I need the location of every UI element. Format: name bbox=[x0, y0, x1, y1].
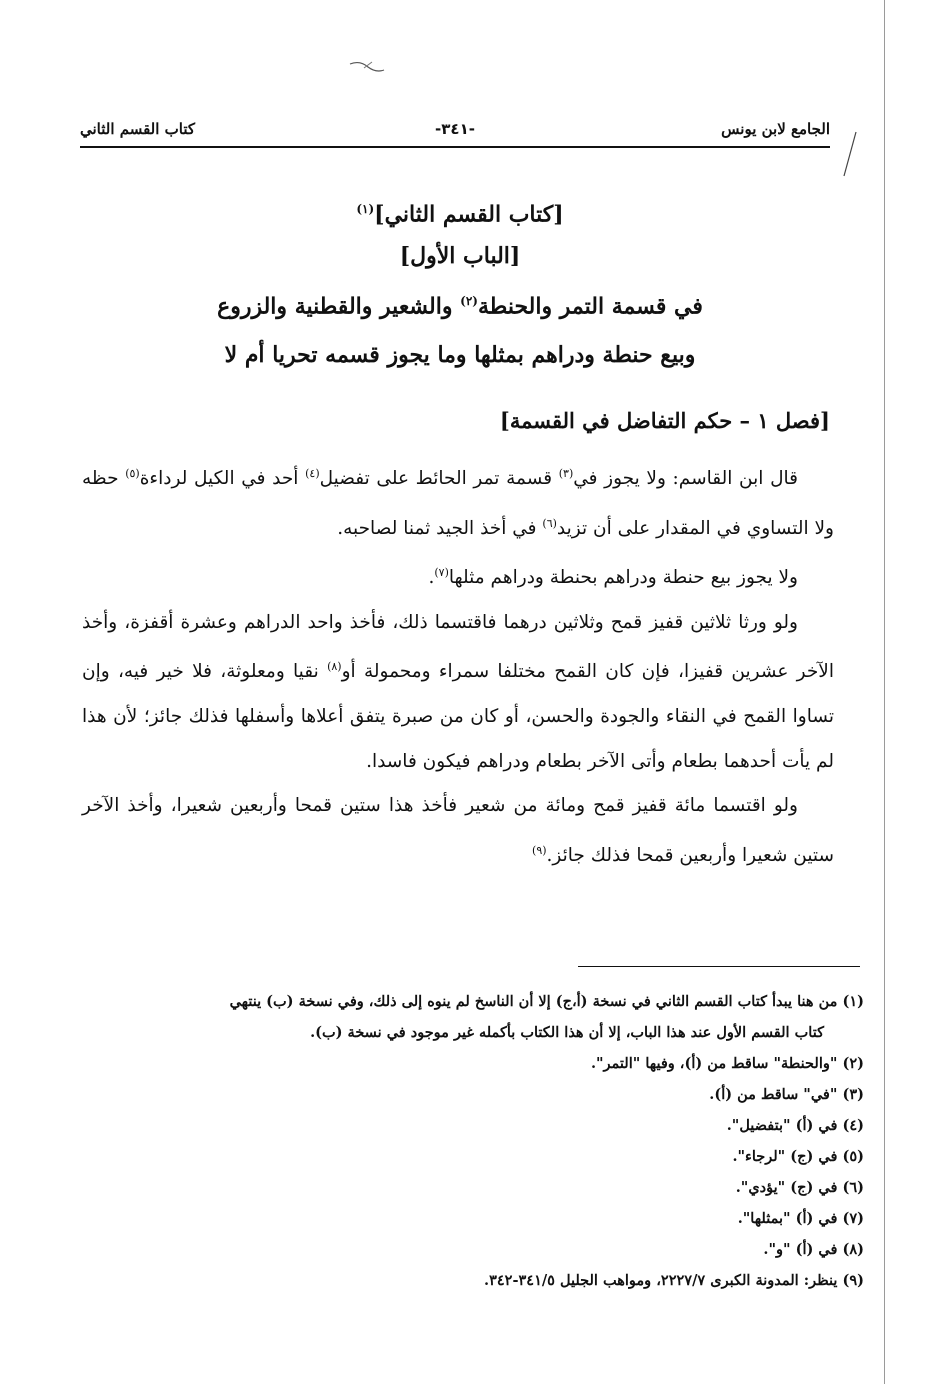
header-book-title: الجامع لابن يونس bbox=[721, 120, 830, 138]
footnote-4: (٤) في (أ) "بتفضيل". bbox=[726, 1117, 864, 1134]
footnote-9: (٩) ينظر: المدونة الكبرى ٢٢٢٧/٧، ومواهب الجليل ٣٤١/٥-٣٤٢. bbox=[484, 1272, 864, 1289]
scan-mark-top bbox=[348, 58, 388, 80]
header-rule bbox=[80, 146, 830, 148]
text-run: قال ابن القاسم: ولا يجوز في bbox=[573, 468, 798, 490]
footnote-ref-5: (٥) bbox=[125, 467, 140, 480]
scan-mark-margin bbox=[838, 130, 862, 180]
section-heading: [فصل ١ – حكم التفاضل في القسمة] bbox=[499, 408, 830, 433]
page-edge-line bbox=[884, 0, 885, 1384]
text-run: حظه ولا التساوي في المقدار على أن تزيد bbox=[82, 468, 834, 539]
footnote-ref-4: (٤) bbox=[305, 467, 320, 480]
paragraph-4 bbox=[82, 784, 834, 878]
footnote-separator bbox=[578, 966, 860, 967]
chapter-subtitle bbox=[150, 279, 770, 328]
text-run: في أخذ الجيد ثمنا لصاحبه. bbox=[337, 517, 543, 539]
header-section-title: كتاب القسم الثاني bbox=[80, 120, 196, 138]
subtitle-part-a: في قسمة التمر والحنطة bbox=[477, 293, 703, 320]
text-run: نقيا ومعلوثة، فلا خير فيه، وإن تساوا القمح في النقاء والجودة والحسن، أو كان من صبرة يتفق أعلاها وأسفلها فذلك جائز؛ لأن هذا لم يأت أحدهما بطعام وأتى الآخر بطعام ودراهم فيكون فاسدا. bbox=[82, 661, 834, 772]
footnote-ref-6: (٦) bbox=[542, 516, 557, 530]
footnote-6: (٦) في (ج) "يؤدي". bbox=[735, 1179, 864, 1196]
footnote-2: (٢) "والحنطة" ساقط من (أ)، وفيها "التمر". bbox=[590, 1055, 864, 1072]
footnote-ref-2: (٢) bbox=[460, 294, 478, 309]
subtitle-part-b: والشعير والقطنية والزروع bbox=[217, 293, 461, 320]
footnote-ref-3: (٣) bbox=[558, 467, 574, 480]
page-number: -٣٤١- bbox=[435, 120, 475, 138]
footnote-3: (٣) "في" ساقط من (أ). bbox=[709, 1086, 864, 1103]
footnote-1-continued: كتاب القسم الأول عند هذا الباب، إلا أن هذا الكتاب بأكمله غير موجود في نسخة (ب). bbox=[310, 1024, 824, 1041]
text-run: . bbox=[428, 567, 435, 589]
footnote-8: (٨) في (أ) "و". bbox=[763, 1241, 864, 1258]
chapter-title: [الباب الأول] bbox=[399, 243, 521, 270]
footnote-ref-1: (١) bbox=[356, 202, 375, 216]
chapter-subtitle-line2: وبيع حنطة ودراهم بمثلها وما يجوز قسمه تحريا أم لا bbox=[224, 341, 696, 368]
footnote-7: (٧) في (أ) "بمثلها". bbox=[737, 1210, 864, 1227]
paragraph-1 bbox=[82, 452, 834, 551]
book-title-text: [كتاب القسم الثاني] bbox=[374, 201, 564, 228]
footnote-1: (١) من هنا يبدأ كتاب القسم الثاني في نسخة (أ،ج) إلا أن الناسخ لم ينوه إلى ذلك، وفي نسخة (ب) ينتهي bbox=[229, 993, 864, 1010]
text-run: ولو ورثا ثلاثين قفيز قمح وثلاثين درهما فاقتسما ذلك، فأخذ واحد الدراهم وعشرة أقفزة، وأخذ الآخر عشرين قفيزا، فإن كان القمح مختلفا سمراء ومحمولة أو bbox=[82, 611, 834, 683]
text-run: أحد في الكيل لرداءة bbox=[139, 468, 306, 490]
footnote-ref-9: (٩) bbox=[532, 843, 547, 857]
footnote-ref-8: (٨) bbox=[327, 660, 342, 674]
book-title bbox=[150, 190, 770, 233]
running-header bbox=[80, 120, 830, 146]
text-run: ولا يجوز بيع حنطة ودراهم بحنطة ودراهم مثلها bbox=[448, 567, 798, 589]
body-text bbox=[82, 452, 834, 878]
text-run: ولو اقتسما مائة قفيز قمح ومائة من شعير فأخذ هذا ستين قمحا وأربعين شعيرا، وأخذ الآخر ستين شعيرا وأربعين قمحا فذلك جائز. bbox=[82, 795, 834, 866]
text-run: قسمة تمر الحائط على تفضيل bbox=[319, 468, 559, 490]
paragraph-2 bbox=[82, 551, 834, 601]
footnote-5: (٥) في (ج) "لرجاء". bbox=[732, 1148, 864, 1165]
paragraph-3 bbox=[82, 601, 834, 784]
chapter-titles bbox=[150, 190, 770, 377]
footnote-ref-7: (٧) bbox=[434, 566, 449, 580]
footnotes bbox=[100, 986, 864, 1296]
